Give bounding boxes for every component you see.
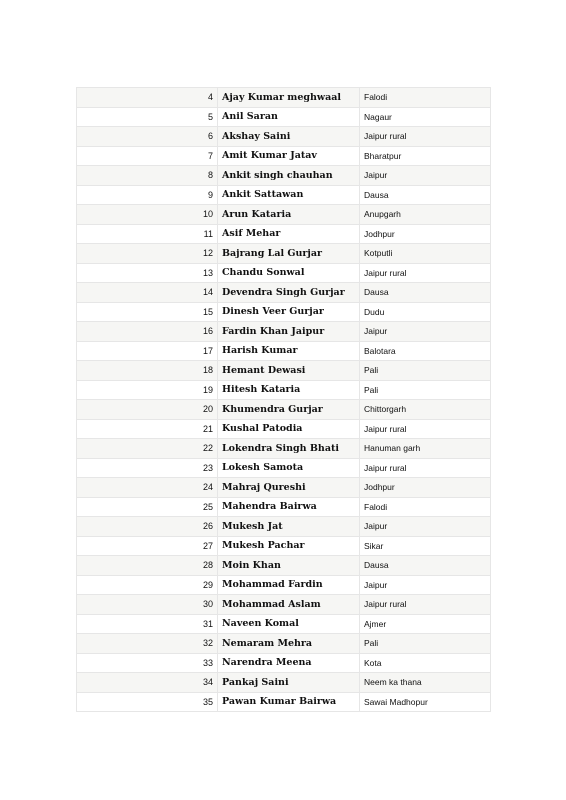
person-name: Hemant Dewasi xyxy=(218,361,360,381)
district-name: Jodhpur xyxy=(360,478,491,498)
district-name: Hanuman garh xyxy=(360,439,491,459)
table-row xyxy=(77,478,491,498)
person-name: Moin Khan xyxy=(218,556,360,576)
table-row xyxy=(77,614,491,634)
district-name: Jodhpur xyxy=(360,224,491,244)
district-name: Falodi xyxy=(360,88,491,108)
district-name: Sikar xyxy=(360,536,491,556)
table-row xyxy=(77,244,491,264)
table-row xyxy=(77,556,491,576)
table-row xyxy=(77,322,491,342)
table-row xyxy=(77,439,491,459)
row-number: 5 xyxy=(77,107,218,127)
table-row xyxy=(77,380,491,400)
district-name: Anupgarh xyxy=(360,205,491,225)
table-row xyxy=(77,536,491,556)
district-name: Dausa xyxy=(360,556,491,576)
district-name: Jaipur rural xyxy=(360,263,491,283)
district-name: Dausa xyxy=(360,185,491,205)
district-name: Jaipur xyxy=(360,575,491,595)
table-row xyxy=(77,595,491,615)
person-name: Ankit Sattawan xyxy=(218,185,360,205)
row-number: 10 xyxy=(77,205,218,225)
table-row xyxy=(77,575,491,595)
row-number: 9 xyxy=(77,185,218,205)
person-name: Arun Kataria xyxy=(218,205,360,225)
person-name: Asif Mehar xyxy=(218,224,360,244)
table-row xyxy=(77,166,491,186)
table-row xyxy=(77,400,491,420)
row-number: 22 xyxy=(77,439,218,459)
row-number: 12 xyxy=(77,244,218,264)
row-number: 13 xyxy=(77,263,218,283)
person-name: Khumendra Gurjar xyxy=(218,400,360,420)
person-name: Akshay Saini xyxy=(218,127,360,147)
district-name: Jaipur xyxy=(360,517,491,537)
person-name: Nemaram Mehra xyxy=(218,634,360,654)
district-name: Balotara xyxy=(360,341,491,361)
person-name: Harish Kumar xyxy=(218,341,360,361)
table-row xyxy=(77,88,491,108)
person-name: Bajrang Lal Gurjar xyxy=(218,244,360,264)
person-name: Amit Kumar Jatav xyxy=(218,146,360,166)
row-number: 20 xyxy=(77,400,218,420)
district-name: Jaipur rural xyxy=(360,458,491,478)
row-number: 4 xyxy=(77,88,218,108)
district-name: Chittorgarh xyxy=(360,400,491,420)
row-number: 15 xyxy=(77,302,218,322)
person-name: Narendra Meena xyxy=(218,653,360,673)
row-number: 34 xyxy=(77,673,218,693)
person-name: Lokendra Singh Bhati xyxy=(218,439,360,459)
person-name: Kushal Patodia xyxy=(218,419,360,439)
district-name: Neem ka thana xyxy=(360,673,491,693)
row-number: 16 xyxy=(77,322,218,342)
district-name: Sawai Madhopur xyxy=(360,692,491,712)
person-name: Chandu Sonwal xyxy=(218,263,360,283)
row-number: 35 xyxy=(77,692,218,712)
district-name: Dausa xyxy=(360,283,491,303)
table-row xyxy=(77,497,491,517)
district-name: Falodi xyxy=(360,497,491,517)
person-name: Mohammad Aslam xyxy=(218,595,360,615)
table-row xyxy=(77,107,491,127)
table-row xyxy=(77,673,491,693)
table-row xyxy=(77,185,491,205)
row-number: 11 xyxy=(77,224,218,244)
table-row xyxy=(77,653,491,673)
district-name: Kotputli xyxy=(360,244,491,264)
person-name: Mahendra Bairwa xyxy=(218,497,360,517)
district-name: Pali xyxy=(360,634,491,654)
person-name: Ankit singh chauhan xyxy=(218,166,360,186)
person-name: Hitesh Kataria xyxy=(218,380,360,400)
person-name: Mahraj Qureshi xyxy=(218,478,360,498)
district-name: Pali xyxy=(360,380,491,400)
row-number: 28 xyxy=(77,556,218,576)
row-number: 18 xyxy=(77,361,218,381)
table-row xyxy=(77,458,491,478)
district-name: Dudu xyxy=(360,302,491,322)
row-number: 29 xyxy=(77,575,218,595)
roster-table xyxy=(76,87,491,712)
row-number: 17 xyxy=(77,341,218,361)
district-name: Nagaur xyxy=(360,107,491,127)
table-row xyxy=(77,224,491,244)
person-name: Pankaj Saini xyxy=(218,673,360,693)
roster-table-body xyxy=(77,88,491,712)
table-row xyxy=(77,302,491,322)
person-name: Devendra Singh Gurjar xyxy=(218,283,360,303)
person-name: Mukesh Pachar xyxy=(218,536,360,556)
district-name: Jaipur xyxy=(360,166,491,186)
row-number: 21 xyxy=(77,419,218,439)
table-row xyxy=(77,692,491,712)
district-name: Jaipur rural xyxy=(360,127,491,147)
table-row xyxy=(77,146,491,166)
row-number: 23 xyxy=(77,458,218,478)
table-row xyxy=(77,419,491,439)
row-number: 26 xyxy=(77,517,218,537)
row-number: 8 xyxy=(77,166,218,186)
table-row xyxy=(77,283,491,303)
row-number: 7 xyxy=(77,146,218,166)
table-row xyxy=(77,205,491,225)
person-name: Anil Saran xyxy=(218,107,360,127)
district-name: Jaipur xyxy=(360,322,491,342)
person-name: Lokesh Samota xyxy=(218,458,360,478)
row-number: 19 xyxy=(77,380,218,400)
table-row xyxy=(77,341,491,361)
row-number: 27 xyxy=(77,536,218,556)
district-name: Jaipur rural xyxy=(360,419,491,439)
row-number: 32 xyxy=(77,634,218,654)
district-name: Ajmer xyxy=(360,614,491,634)
row-number: 14 xyxy=(77,283,218,303)
person-name: Ajay Kumar meghwaal xyxy=(218,88,360,108)
row-number: 33 xyxy=(77,653,218,673)
table-row xyxy=(77,361,491,381)
table-row xyxy=(77,517,491,537)
row-number: 24 xyxy=(77,478,218,498)
district-name: Jaipur rural xyxy=(360,595,491,615)
person-name: Mohammad Fardin xyxy=(218,575,360,595)
district-name: Bharatpur xyxy=(360,146,491,166)
person-name: Mukesh Jat xyxy=(218,517,360,537)
table-row xyxy=(77,127,491,147)
person-name: Dinesh Veer Gurjar xyxy=(218,302,360,322)
table-row xyxy=(77,634,491,654)
row-number: 31 xyxy=(77,614,218,634)
row-number: 6 xyxy=(77,127,218,147)
district-name: Kota xyxy=(360,653,491,673)
row-number: 30 xyxy=(77,595,218,615)
person-name: Fardin Khan Jaipur xyxy=(218,322,360,342)
person-name: Pawan Kumar Bairwa xyxy=(218,692,360,712)
person-name: Naveen Komal xyxy=(218,614,360,634)
row-number: 25 xyxy=(77,497,218,517)
district-name: Pali xyxy=(360,361,491,381)
table-row xyxy=(77,263,491,283)
